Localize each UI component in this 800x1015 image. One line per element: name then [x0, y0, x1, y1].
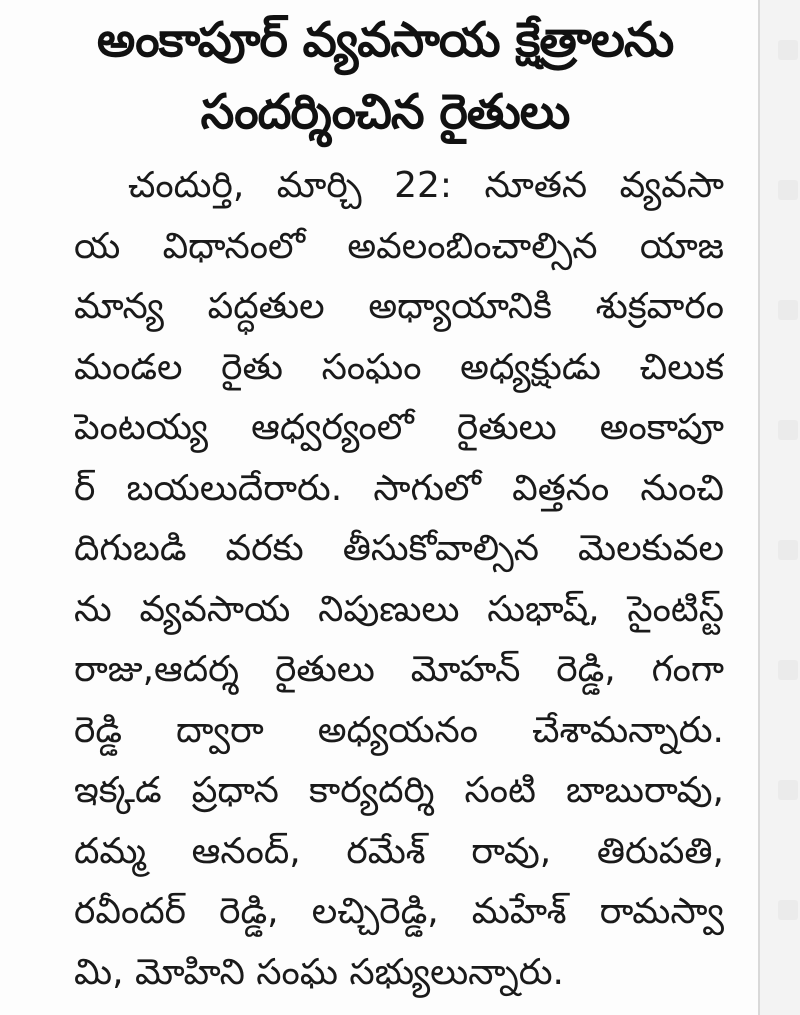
- adjacent-column-edge: [758, 0, 800, 1015]
- article-body: [74, 156, 724, 1003]
- body-line: మి, మోహిని సంఘ సభ్యులున్నారు.: [74, 951, 564, 993]
- body-line: రెడ్డి ద్వారా అధ్యయనం చేశామన్నారు.: [74, 709, 724, 751]
- body-line: ను వ్యవసాయ నిపుణులు సుభాష్, సైంటిస్ట్: [74, 588, 724, 630]
- body-line: ఇక్కడ ప్రధాన కార్యదర్శి సంటి బాబురావు,: [74, 770, 724, 811]
- body-line: రవీందర్ రెడ్డి, లచ్చిరెడ్డి, మహేశ్ రామస్వా: [74, 891, 724, 932]
- faded-glyph: [778, 40, 798, 60]
- body-line: ర్ బయలుదేరారు. సాగులో విత్తనం నుంచి: [74, 467, 724, 509]
- body-line: య విధానంలో అవలంబించాల్సిన యాజ: [74, 225, 724, 267]
- faded-glyph: [778, 300, 798, 320]
- body-line: దిగుబడి వరకు తీసుకోవాల్సిన మెలకువల: [74, 528, 724, 569]
- headline-line-1: అంకాపూర్ వ్యవసాయ క్షేత్రాలను: [96, 12, 674, 68]
- faded-glyph: [778, 780, 798, 800]
- body-line: మాన్య పద్ధతుల అధ్యాయానికి శుక్రవారం: [74, 286, 724, 327]
- faded-glyph: [778, 180, 798, 200]
- body-line: చందుర్తి, మార్చి 22: నూతన వ్యవసా: [128, 165, 724, 206]
- faded-glyph: [778, 660, 798, 680]
- headline-line-2: సందర్శించిన రైతులు: [200, 84, 570, 140]
- body-line: దమ్మ ఆనంద్, రమేశ్ రావు, తిరుపతి,: [74, 830, 724, 872]
- article-headline: [20, 4, 750, 148]
- body-line: మండల రైతు సంఘం అధ్యక్షుడు చిలుక: [74, 346, 724, 388]
- body-line: పెంటయ్య ఆధ్వర్యంలో రైతులు అంకాపూ: [74, 407, 724, 448]
- faded-glyph: [778, 420, 798, 440]
- faded-glyph: [778, 540, 798, 560]
- body-line: రాజు,ఆదర్శ రైతులు మోహన్ రెడ్డి, గంగా: [74, 649, 724, 690]
- faded-glyph: [778, 900, 798, 920]
